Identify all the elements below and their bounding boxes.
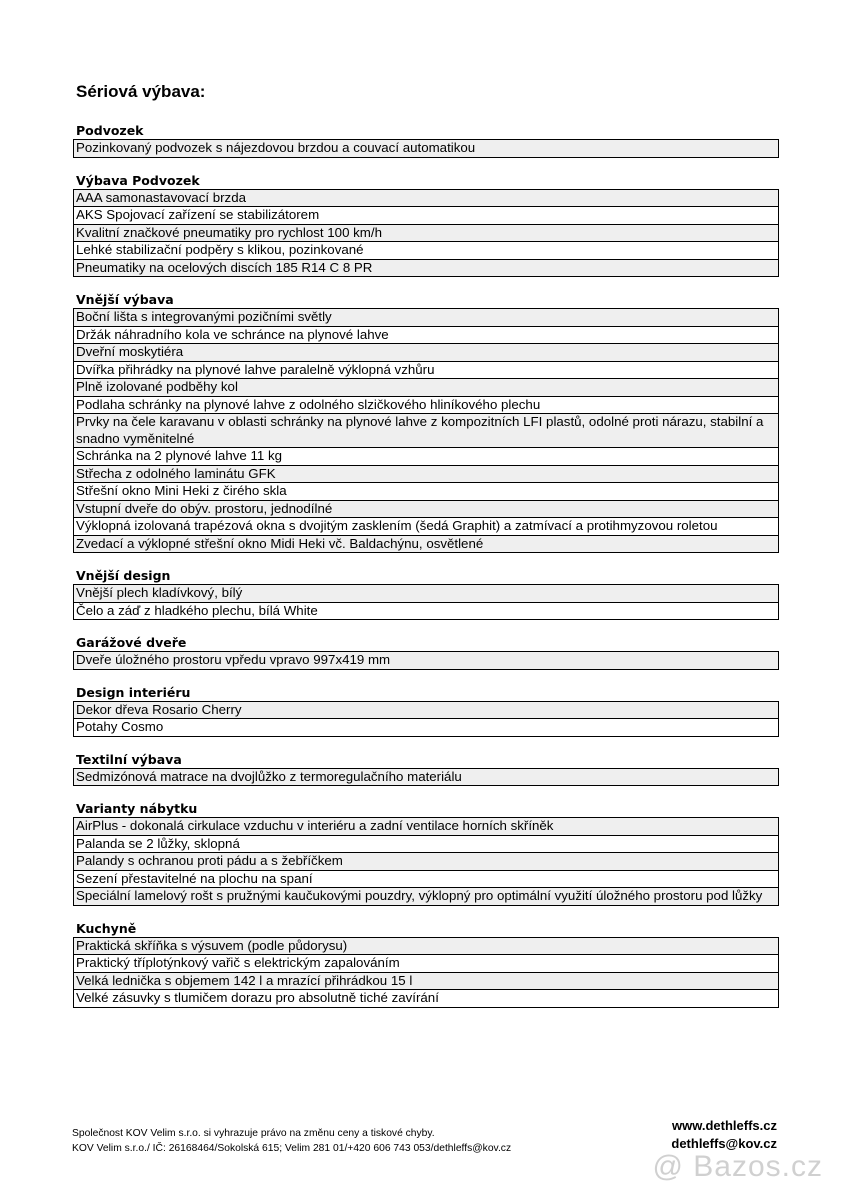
table-row: Lehké stabilizační podpěry s klikou, pozinkované: [74, 241, 778, 259]
table-row: Vnější plech kladívkový, bílý: [74, 585, 778, 602]
table-row: Prvky na čele karavanu v oblasti schránky na plynové lahve z kompozitních LFI plastů, odolné proti nárazu, stabilní a snadno vyměnitelné: [74, 413, 778, 447]
equipment-table: [73, 768, 779, 787]
table-row: Sedmizónová matrace na dvojlůžko z termoregulačního materiálu: [74, 769, 778, 786]
table-row: Plně izolované podběhy kol: [74, 378, 778, 396]
footer-contact: [671, 1117, 777, 1153]
table-row: Palandy s ochranou proti pádu a s žebříčkem: [74, 852, 778, 870]
table-row: Dveřní moskytiéra: [74, 343, 778, 361]
section-title: Vnější výbava: [76, 292, 174, 307]
section-title: Garážové dveře: [76, 635, 187, 650]
table-row: Velké zásuvky s tlumičem dorazu pro absolutně tiché zavírání: [74, 989, 778, 1007]
table-row: Praktický tříplotýnkový vařič s elektrickým zapalováním: [74, 954, 778, 972]
table-row: Podlaha schránky na plynové lahve z odolného slzičkového hliníkového plechu: [74, 396, 778, 414]
table-row: Potahy Cosmo: [74, 718, 778, 736]
table-row: Kvalitní značkové pneumatiky pro rychlost 100 km/h: [74, 224, 778, 242]
section: [73, 751, 779, 787]
table-row: Palanda se 2 lůžky, sklopná: [74, 835, 778, 853]
footer-disclaimer: [72, 1126, 511, 1156]
table-row: Sezení přestavitelné na plochu na spaní: [74, 870, 778, 888]
table-row: Pneumatiky na ocelových discích 185 R14 C 8 PR: [74, 259, 778, 277]
equipment-sections: [73, 112, 779, 1022]
equipment-table: [73, 701, 779, 737]
table-row: Velká lednička s objemem 142 l a mrazící přihrádkou 15 l: [74, 972, 778, 990]
table-row: Pozinkovaný podvozek s nájezdovou brzdou a couvací automatikou: [74, 140, 778, 157]
section: [73, 800, 779, 906]
section-title: Podvozek: [76, 123, 144, 138]
table-row: Zvedací a výklopné střešní okno Midi Heki vč. Baldachýnu, osvětlené: [74, 535, 778, 553]
equipment-table: [73, 937, 779, 1008]
section-title: Textilní výbava: [76, 751, 182, 767]
table-row: Střecha z odolného laminátu GFK: [74, 465, 778, 483]
table-row: Čelo a záď z hladkého plechu, bílá White: [74, 602, 778, 620]
table-row: Výklopná izolovaná trapézová okna s dvojitým zasklením (šedá Graphit) a zatmívací a protihmyzovou roletou: [74, 517, 778, 535]
table-row: Dveře úložného prostoru vpředu vpravo 997x419 mm: [74, 652, 778, 669]
email-link[interactable]: dethleffs@kov.cz: [671, 1136, 777, 1151]
table-row: AKS Spojovací zařízení se stabilizátorem: [74, 206, 778, 224]
table-row: Dvířka přihrádky na plynové lahve paralelně výklopná vzhůru: [74, 361, 778, 379]
section: [73, 172, 779, 278]
section: [73, 567, 779, 620]
section-title: Varianty nábytku: [76, 801, 198, 816]
section: [73, 684, 779, 737]
table-row: AirPlus - dokonalá cirkulace vzduchu v interiéru a zadní ventilace horních skříněk: [74, 818, 778, 835]
section-title: Kuchyně: [76, 920, 137, 936]
section-title: Design interiéru: [76, 684, 191, 700]
equipment-table: [73, 817, 779, 906]
footer-line-2: KOV Velim s.r.o./ IČ: 26168464/Sokolská 615; Velim 281 01/+420 606 743 053/dethleffs@kov.cz: [72, 1143, 512, 1154]
equipment-table: [73, 308, 779, 553]
table-row: Vstupní dveře do obýv. prostoru, jednodílné: [74, 500, 778, 518]
section-title: Vnější design: [76, 568, 171, 583]
table-row: Držák náhradního kola ve schránce na plynové lahve: [74, 326, 778, 344]
section: [73, 920, 779, 1008]
table-row: Speciální lamelový rošt s pružnými kaučukovými pouzdry, výklopný pro optimální využití úložného prostoru pod lůžky: [74, 887, 778, 905]
section-title: Výbava Podvozek: [76, 172, 200, 188]
section: [73, 122, 779, 158]
table-row: AAA samonastavovací brzda: [74, 190, 778, 207]
table-row: Boční lišta s integrovanými pozičními světly: [74, 309, 778, 326]
section: [73, 634, 779, 670]
table-row: Střešní okno Mini Heki z čirého skla: [74, 482, 778, 500]
footer-line-1: Společnost KOV Velim s.r.o. si vyhrazuje právo na změnu ceny a tiskové chyby.: [72, 1128, 435, 1139]
website-link[interactable]: www.dethleffs.cz: [672, 1118, 777, 1133]
equipment-table: [73, 651, 779, 670]
table-row: Dekor dřeva Rosario Cherry: [74, 702, 778, 719]
equipment-table: [73, 584, 779, 620]
page-title: Sériová výbava:: [76, 82, 206, 101]
table-row: Praktická skříňka s výsuvem (podle půdorysu): [74, 938, 778, 955]
section: [73, 291, 779, 553]
bazos-watermark: @ Bazos.cz: [652, 1150, 823, 1183]
equipment-table: [73, 139, 779, 158]
equipment-table: [73, 189, 779, 278]
table-row: Schránka na 2 plynové lahve 11 kg: [74, 447, 778, 465]
